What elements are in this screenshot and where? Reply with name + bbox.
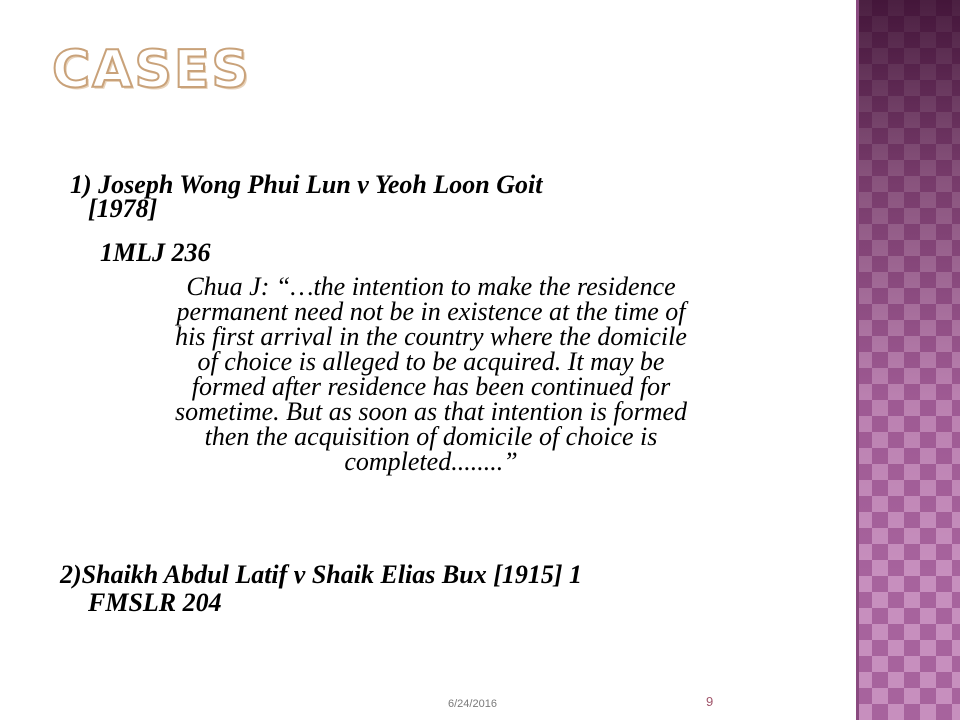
quote-line: his first arrival in the country where the domicile: [175, 322, 687, 351]
quote-line: sometime. But as soon as that intention is formed: [174, 397, 688, 426]
case-1-year: [1978]: [88, 194, 158, 223]
quote-line: then the acquisition of domicile of choice is: [204, 422, 658, 451]
sidebar-edge: [856, 0, 859, 720]
case-1-quote: [86, 274, 776, 474]
case-2-title: 2)Shaikh Abdul Latif v Shaik Elias Bux [1915] 1: [60, 560, 583, 589]
footer-date: 6/24/2016: [448, 698, 497, 710]
quote-line: Chua J: “…the intention to make the residence: [186, 272, 676, 301]
case-1-citation: 1MLJ 236: [100, 238, 211, 267]
page-number: 9: [706, 694, 714, 709]
slide-title: CASES: [52, 40, 251, 100]
quote-line: completed........”: [344, 447, 518, 476]
quote-line: permanent need not be in existence at the time of: [176, 297, 686, 326]
case-1-title: 1) Joseph Wong Phui Lun v Yeoh Loon Goit: [70, 170, 543, 199]
quote-line: formed after residence has been continued for: [191, 372, 671, 401]
quote-line: of choice is alleged to be acquired. It may be: [197, 347, 665, 376]
case-2-citation: FMSLR 204: [88, 588, 222, 617]
sidebar-shade: [856, 0, 960, 720]
